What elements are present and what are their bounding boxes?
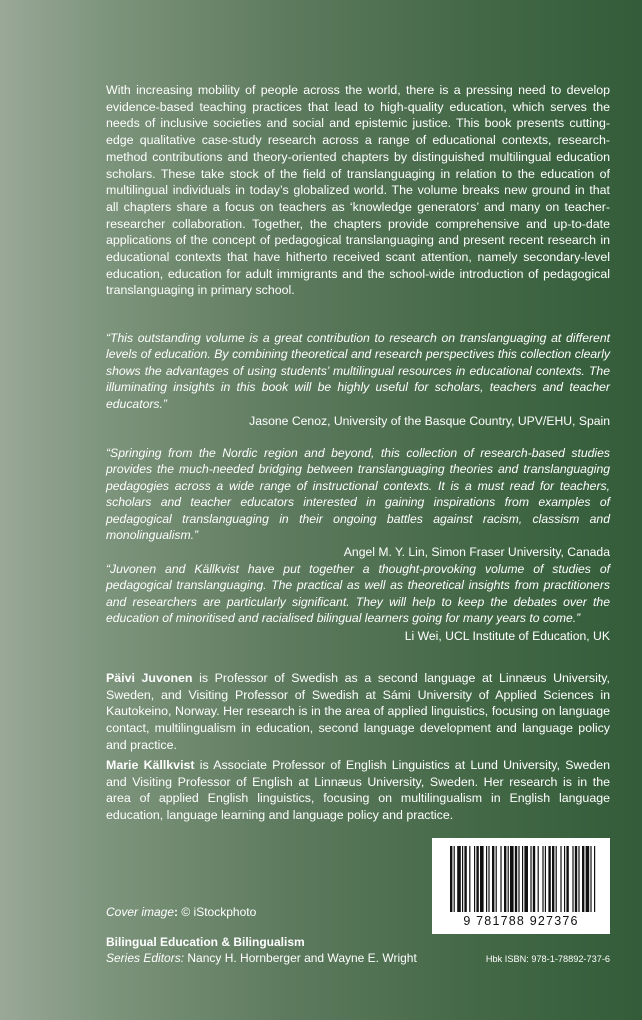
cover-image-source: © iStockphoto <box>178 905 257 919</box>
author-name: Päivi Juvonen <box>106 671 193 685</box>
endorsement-text: “Springing from the Nordic region and beyond, this collection of research-based studies provides the much-needed bridging between translanguaging theories and translanguaging pedagogies across a wide range of instructional contexts. It is a must read for teachers, scholars and teacher educators interested in gaining inspirations from examples of pedagogical translanguaging in their ongoing battles against racism, classism and monolingualism.” <box>106 446 610 543</box>
author-bio-text: is Associate Professor of English Linguistics at Lund University, Sweden and Visiting Professor of English at Linnæus University, Sweden. Her research is in the area of applied English linguistics, focusing on multilingualism in English language education, language learning and language policy and practice. <box>106 758 611 823</box>
endorsement-attribution: Angel M. Y. Lin, Simon Fraser University, Canada <box>343 545 610 560</box>
author-bio-juvonen <box>106 670 610 754</box>
isbn: Hbk ISBN: 978-1-78892-737-6 <box>485 954 610 964</box>
endorsement-2 <box>106 445 610 561</box>
endorsement-text: “Juvonen and Källkvist have put together a thought-provoking volume of studies of pedagogical translanguaging. The practical as well as theoretical insights from practitioners and researchers are particularly significant. They will help to keep the debates over the education of minoritised and racialised bilingual learners going for many years to come.” <box>106 562 610 626</box>
series-info <box>106 934 417 966</box>
endorsement-text: “This outstanding volume is a great contribution to research on translanguaging at different levels of education. By combining theoretical and research perspectives this collection clearly shows the advantages of using students’ multilingual resources in educational contexts. The illuminating insights in this book will be highly useful for scholars, teachers and teacher educators.” <box>106 331 610 411</box>
author-name: Marie Källkvist <box>106 758 195 772</box>
book-description: With increasing mobility of people across the world, there is a pressing need to develop evidence-based teaching practices that lead to high-quality education, which serves the needs of inclusive societies and social and epistemic justice. This book presents cutting-edge qualitative case-study research across a range of educational contexts, research-method contributions and theory-oriented chapters by distinguished multilingual education scholars. These take stock of the field of translanguaging in relation to the education of multilingual individuals in today’s globalized world. The volume breaks new ground in that all chapters share a focus on teachers as ‘knowledge generators’ and many on teacher-researcher collaboration. Together, the chapters provide comprehensive and up-to-date applications of the concept of pedagogical translanguaging and present recent research in educational contexts that have hitherto received scant attention, namely secondary-level education, education for adult immigrants and the school-wide introduction of pedagogical translanguaging in primary school. <box>106 83 610 298</box>
barcode <box>432 838 610 934</box>
endorsement-1 <box>106 330 610 429</box>
series-editors: Nancy H. Hornberger and Wayne E. Wright <box>184 951 417 965</box>
series-editors-label: Series Editors: <box>106 951 185 965</box>
author-bio-text: is Professor of Swedish as a second language at Linnæus University, Sweden, and Visiting Professor of Swedish at Sámi University of Applied Sciences in Kautokeino, Norway. Her research is in the area of applied linguistics, focusing on language contact, multilingualism in education, second language development and language policy and practice. <box>106 671 610 752</box>
endorsement-3 <box>106 561 610 644</box>
cover-image-colon: : <box>174 905 179 919</box>
cover-image-label: Cover image <box>106 905 175 919</box>
endorsement-attribution: Li Wei, UCL Institute of Education, UK <box>404 628 610 643</box>
endorsement-attribution: Jasone Cenoz, University of the Basque Country, UPV/EHU, Spain <box>249 414 610 429</box>
cover-image-credit <box>106 904 256 920</box>
series-title: Bilingual Education & Bilingualism <box>106 935 305 949</box>
barcode-number: 9 781788 927376 <box>463 914 579 928</box>
author-bio-kallkvist <box>106 757 610 824</box>
